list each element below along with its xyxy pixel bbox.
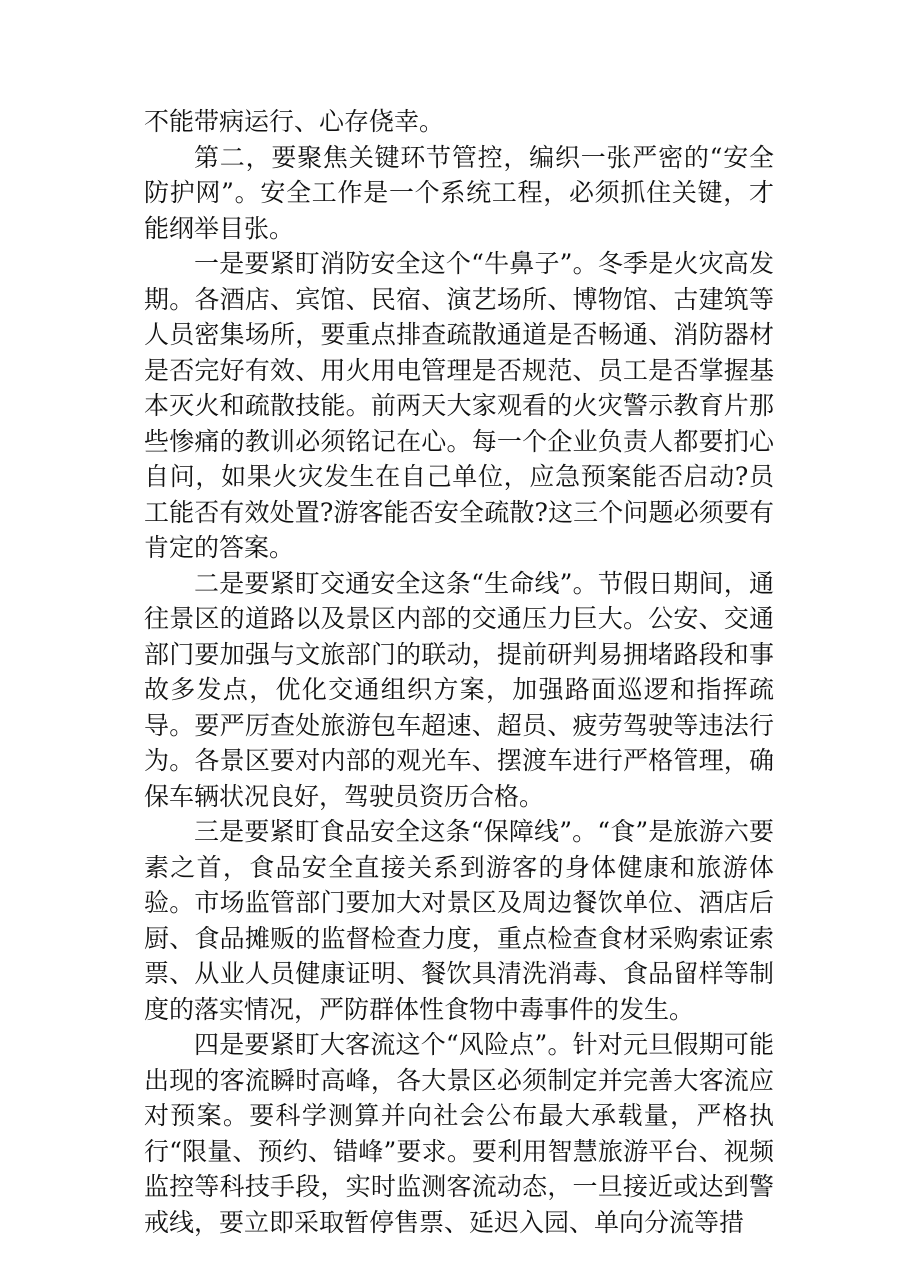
paragraph-food-safety: 三是要紧盯食品安全这条“保障线”。“食”是旅游六要素之首，食品安全直接关系到游客的身体健康和旅游体验。市场监管部门要加大对景区及周边餐饮单位、酒店后厨、食品摊贩的监督检查力度，重点检查食材采购索证索票、从业人员健康证明、餐饮具清洗消毒、食品留样等制度的落实情况，严防群体性食物中毒事件的发生。: [144, 817, 774, 1024]
document-page: [144, 104, 774, 1240]
paragraph-second-point: 第二，要聚焦关键环节管控，编织一张严密的“安全防护网”。安全工作是一个系统工程，必须抓住关键，才能纲举目张。: [144, 142, 774, 243]
paragraph-crowd-flow: 四是要紧盯大客流这个“风险点”。针对元旦假期可能出现的客流瞬时高峰，各大景区必须制定并完善大客流应对预案。要科学测算并向社会公布最大承载量，严格执行“限量、预约、错峰”要求。要利用智慧旅游平台、视频监控等科技手段，实时监测客流动态，一旦接近或达到警戒线，要立即采取暂停售票、延迟入园、单向分流等措: [144, 1030, 774, 1237]
paragraph-traffic-safety: 二是要紧盯交通安全这条“生命线”。节假日期间，通往景区的道路以及景区内部的交通压力巨大。公安、交通部门要加强与文旅部门的联动，提前研判易拥堵路段和事故多发点，优化交通组织方案，加强路面巡逻和指挥疏导。要严厉查处旅游包车超速、超员、疲劳驾驶等违法行为。各景区要对内部的观光车、摆渡车进行严格管理，确保车辆状况良好，驾驶员资历合格。: [144, 568, 774, 811]
paragraph-fire-safety: 一是要紧盯消防安全这个“牛鼻子”。冬季是火灾高发期。各酒店、宾馆、民宿、演艺场所、博物馆、古建筑等人员密集场所，要重点排查疏散通道是否畅通、消防器材是否完好有效、用火用电管理是否规范、员工是否掌握基本灭火和疏散技能。前两天大家观看的火灾警示教育片那些惨痛的教训必须铭记在心。每一个企业负责人都要扪心自问，如果火灾发生在自己单位，应急预案能否启动?员工能否有效处置?游客能否安全疏散?这三个问题必须要有肯定的答案。: [144, 249, 774, 562]
paragraph-continuation: 不能带病运行、心存侥幸。: [144, 107, 445, 136]
